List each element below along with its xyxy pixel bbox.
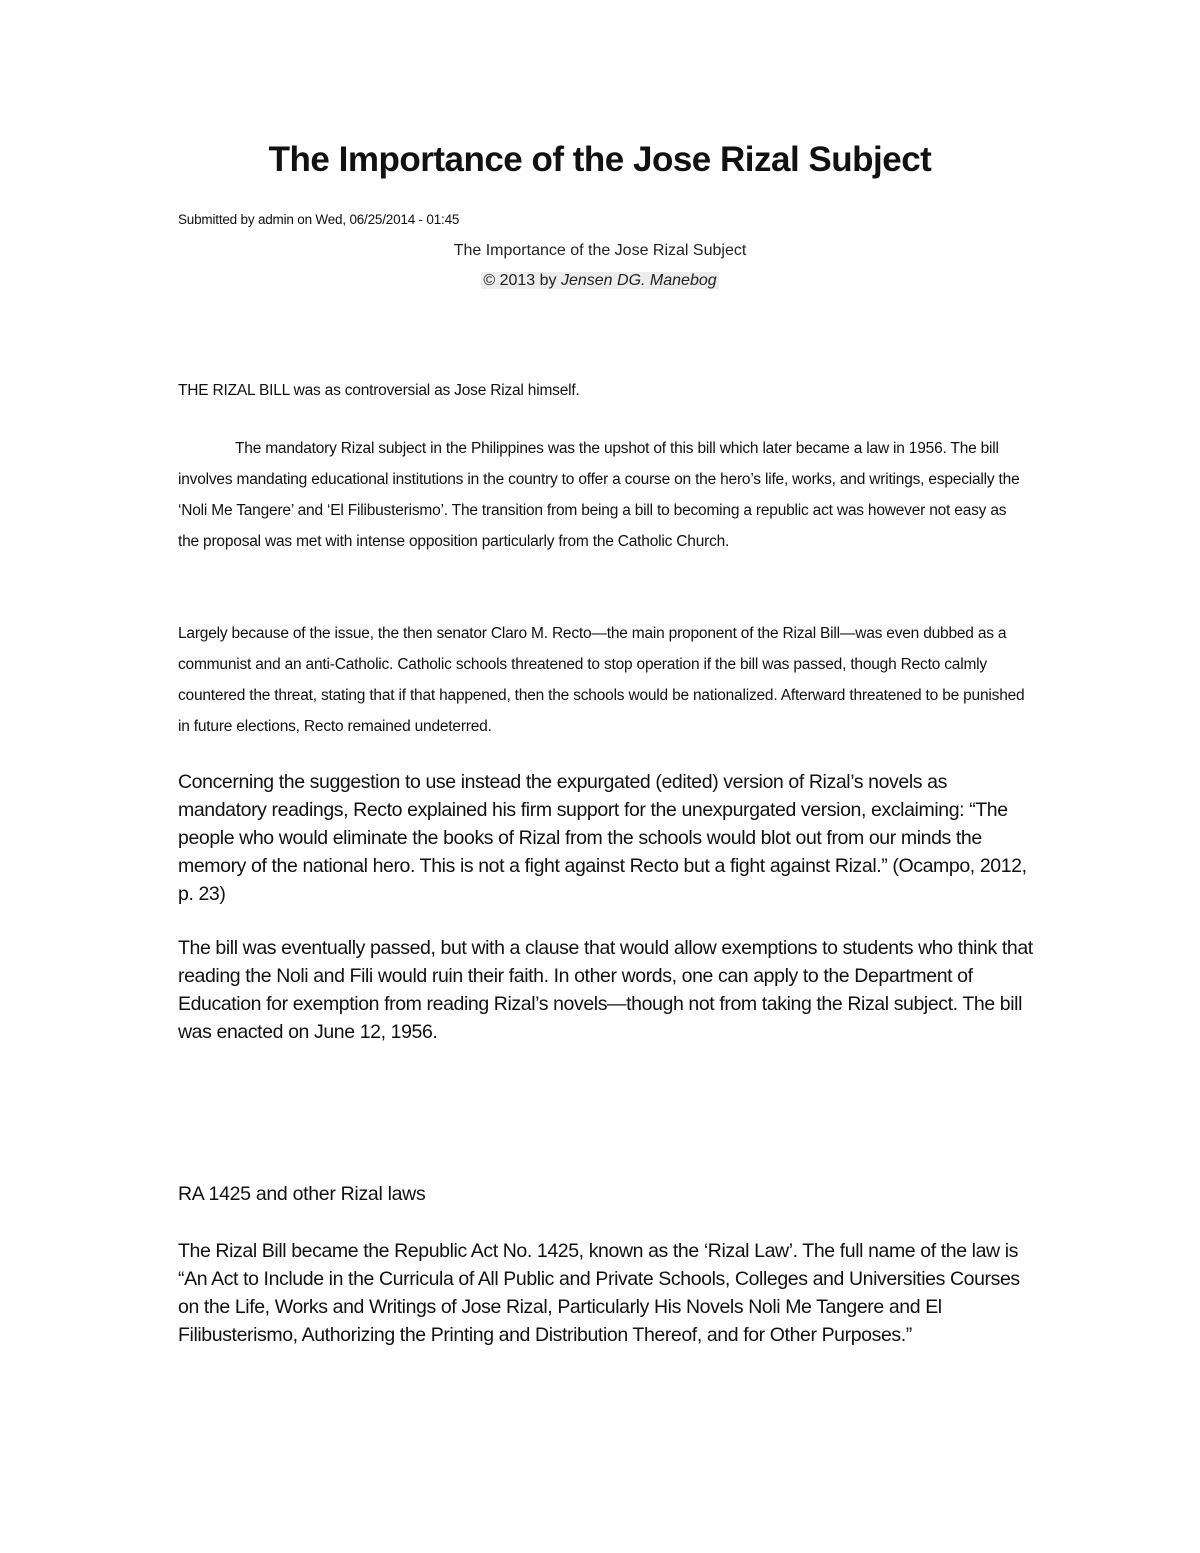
copyright-highlight xyxy=(481,272,718,289)
section-heading: RA 1425 and other Rizal laws xyxy=(178,1183,426,1205)
copyright-prefix: © 2013 by xyxy=(483,272,561,289)
submission-meta: Submitted by admin on Wed, 06/25/2014 - 01:45 xyxy=(178,212,460,227)
lead-sentence: THE RIZAL BILL was as controversial as Jose Rizal himself. xyxy=(178,382,580,399)
paragraph-3: Concerning the suggestion to use instead the expurgated (edited) version of Rizal’s novels as mandatory readings, Recto explained his firm support for the unexpurgated version, exclaiming: “The people who would eliminate the books of Rizal from the schools would blot out from our minds the memory of the national hero. This is not a fight against Recto but a fight against Rizal.” (Ocampo, 2012, p. 23) xyxy=(178,771,1027,905)
copyright-line xyxy=(0,272,1200,290)
document-subtitle: The Importance of the Jose Rizal Subject xyxy=(453,242,747,259)
paragraph-4: The bill was eventually passed, but with a clause that would allow exemptions to students who think that reading the Noli and Fili would ruin their faith. In other words, one can apply to the Department of Education for exemption from reading Rizal’s novels—though not from taking the Rizal subject. The bill was enacted on June 12, 1956. xyxy=(178,937,1033,1043)
section-paragraph: The Rizal Bill became the Republic Act No. 1425, known as the ‘Rizal Law’. The full name of the law is “An Act to Include in the Curricula of All Public and Private Schools, Colleges and Universities Courses on the Life, Works and Writings of Jose Rizal, Particularly His Novels Noli Me Tangere and El Filibusterismo, Authorizing the Printing and Distribution Thereof, and for Other Purposes.” xyxy=(178,1240,1020,1346)
document-title: The Importance of the Jose Rizal Subject xyxy=(268,140,932,179)
author-name: Jensen DG. Manebog xyxy=(560,272,717,289)
paragraph-1: The mandatory Rizal subject in the Philippines was the upshot of this bill which later became a law in 1956. The bill involves mandating educational institutions in the country to offer a course on the hero’s life, works, and writings, especially the ‘Noli Me Tangere’ and ‘El Filibusterismo’. The transition from being a bill to becoming a republic act was however not easy as the proposal was met with intense opposition particularly from the Catholic Church. xyxy=(178,440,1020,550)
paragraph-2: Largely because of the issue, the then senator Claro M. Recto—the main proponent of the Rizal Bill—was even dubbed as a communist and an anti-Catholic. Catholic schools threatened to stop operation if the bill was passed, though Recto calmly countered the threat, stating that if that happened, then the schools would be nationalized. Afterward threatened to be punished in future elections, Recto remained undeterred. xyxy=(178,625,1025,735)
